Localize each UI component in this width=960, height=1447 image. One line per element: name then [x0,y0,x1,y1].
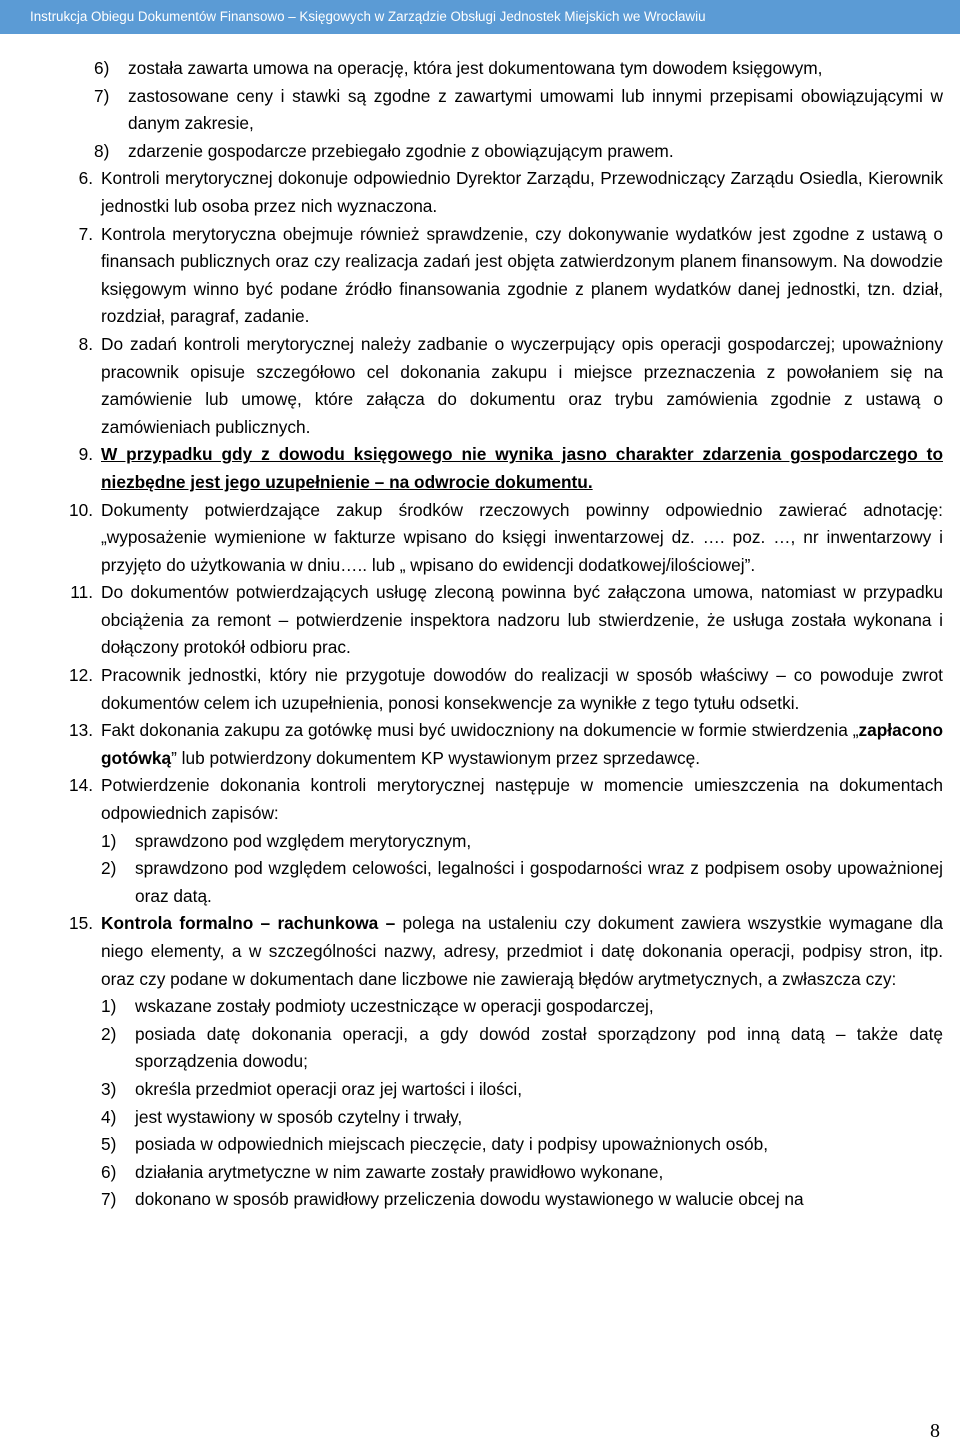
paragraph-text-bold: Kontrola formalno – rachunkowa – [101,913,396,934]
list-item [101,1021,943,1076]
paragraph-7 [50,221,943,331]
paragraph-number: 6. [78,168,93,189]
list-item-number: 6) [101,1161,117,1182]
list-item [101,1076,943,1104]
list-item [101,828,943,856]
list-item [101,1104,943,1132]
paragraph-body [93,910,943,1214]
list-item-text: zastosowane ceny i stawki są zgodne z zawartymi umowami lub innymi przepisami obowiązującymi w danym zakresie, [128,85,943,134]
paragraph-6 [50,165,943,220]
list-item [101,1159,943,1187]
paragraph-13 [50,717,943,772]
paragraph-text-after: polega na ustaleniu czy dokument zawiera wszystkie wymagane dla niego elementy, a w szczególności nazwy, adresy, przedmiot i datę dokonania operacji, podpisy stron, itp. oraz czy podane w dokumentach dane liczbowe nie zawierają błędów arytmetycznych, a zwłaszcza czy: [101,913,944,989]
paragraph-number: 15. [68,913,93,934]
list-item-number: 8) [94,140,110,161]
list-item [101,1131,943,1159]
paragraph-number: 12. [68,665,93,686]
list-item-text: dokonano w sposób prawidłowy przeliczenia dowodu wystawionego w walucie obcej na [135,1189,804,1210]
paragraph-text-wrapper [93,717,943,772]
paragraph-number: 11. [70,582,93,603]
list-item [50,138,943,166]
paragraph-text: Potwierdzenie dokonania kontroli merytorycznej następuje w momencie umieszczenia na dokumentach odpowiednich zapisów: [101,775,943,824]
paragraph-body [93,772,943,910]
paragraph-number: 10. [68,499,93,520]
paragraph-number: 14. [68,775,93,796]
paragraph-14 [50,772,943,910]
list-item [101,993,943,1021]
paragraph-number: 8. [78,333,93,354]
paragraph-9 [50,441,943,496]
paragraph-text: Kontroli merytorycznej dokonuje odpowiednio Dyrektor Zarządu, Przewodniczący Zarządu Osiedla, Kierownik jednostki lub osoba przez nich wyznaczona. [101,168,943,216]
list-item-text: została zawarta umowa na operację, która jest dokumentowana tym dowodem księgowym, [128,58,823,78]
paragraph-text: Do zadań kontroli merytorycznej należy zadbanie o wyczerpujący opis operacji gospodarczej; upoważniony pracownik opisuje szczegółowo cel dokonania zakupu i miejsce przeznaczenia z powołaniem się na zamówienie lub umowę, które załącza do dokumentu oraz trybu zamówienia zgodnie z ustawą o zamówieniach publicznych. [101,333,943,437]
document-body [50,55,943,1214]
paragraph-text-bold-underlined: W przypadku gdy z dowodu księgowego nie wynika jasno charakter zdarzenia gospodarczego to niezbędne jest jego uzupełnienie – na odwrocie dokumentu. [101,444,943,492]
list-item-number: 4) [101,1106,117,1127]
list-item-number: 1) [101,830,117,851]
paragraph-15 [50,910,943,1214]
list-item-number: 6) [94,58,110,78]
paragraph-text: Do dokumentów potwierdzających usługę zleconą powinna być załączona umowa, natomiast w przypadku obciążenia za remont – potwierdzenie inspektora nadzoru lub stwierdzenie, że usługa została wykonana i dołączony protokół odbioru prac. [101,582,943,658]
list-item-number: 7) [101,1189,117,1210]
paragraph-text: Dokumenty potwierdzające zakup środków rzeczowych powinny odpowiednio zawierać adnotację: „wyposażenie wymienione w fakturze wpisano do księgi inwentarzowej dz. …. poz. …, nr inwentarzowy i przyjęto do użytkowania w dniu….. lub „ wpisano do ewidencji dodatkowej/ilościowej”. [101,499,943,575]
header-title: Instrukcja Obiegu Dokumentów Finansowo – Księgowych w Zarządzie Obsługi Jednostek Miejskich we Wrocławiu [30,9,706,24]
list-item-text: zdarzenie gospodarcze przebiegało zgodnie z obowiązującym prawem. [128,140,674,161]
paragraph-11 [50,579,943,662]
paragraph-text-bold: zapłacono gotówką [101,720,943,768]
list-item-text: sprawdzono pod względem merytorycznym, [135,830,472,851]
list-item [50,83,943,138]
paragraph-10 [50,497,943,580]
paragraph-text-wrapper [93,441,943,496]
list-item-text: jest wystawiony w sposób czytelny i trwały, [135,1106,463,1127]
paragraph-text-wrapper [101,910,943,993]
document-header [0,0,960,34]
list-item-number: 7) [94,85,110,106]
paragraph-number: 13. [68,720,93,741]
list-item-text: sprawdzono pod względem celowości, legalności i gospodarności wraz z podpisem osoby upoważnionej oraz datą. [135,858,943,906]
list-item [101,855,943,910]
list-item-text: posiada datę dokonania operacji, a gdy dowód został sporządzony pod inną datą – także datę sporządzenia dowodu; [135,1023,943,1072]
list-item-text: określa przedmiot operacji oraz jej wartości i ilości, [135,1078,523,1099]
page-number: 8 [930,1420,940,1442]
list-item-number: 1) [101,996,117,1017]
list-item-number: 2) [101,1023,117,1044]
list-item-text: działania arytmetyczne w nim zawarte zostały prawidłowo wykonane, [135,1161,664,1182]
paragraph-text: Kontrola merytoryczna obejmuje również sprawdzenie, czy dokonywanie wydatków jest zgodne z ustawą o finansach publicznych oraz czy realizacja zadań jest objęta zatwierdzonym planem finansowym. Na dowodzie księgowym winno być podane źródło finansowania zgodnie z planem wydatków danej jednostki, tzn. dział, rozdział, paragraf, zadanie. [101,223,943,327]
paragraph-text-before: Fakt dokonania zakupu za gotówkę musi być uwidoczniony na dokumencie w formie stwierdzenia „ [101,720,859,741]
list-item [101,1186,943,1214]
list-item-number: 2) [101,858,117,879]
list-item-number: 3) [101,1078,117,1099]
list-item [50,55,943,83]
paragraph-12 [50,662,943,717]
paragraph-text-after: ” lub potwierdzony dokumentem KP wystawionym przez sprzedawcę. [171,747,701,768]
list-item-number: 5) [101,1134,117,1155]
list-item-text: wskazane zostały podmioty uczestniczące w operacji gospodarczej, [135,996,654,1017]
paragraph-number: 7. [78,223,93,244]
list-item-text: posiada w odpowiednich miejscach pieczęcie, daty i podpisy upoważnionych osób, [135,1134,769,1155]
paragraph-number: 9. [78,444,93,465]
paragraph-text: Pracownik jednostki, który nie przygotuje dowodów do realizacji w sposób właściwy – co powoduje zwrot dokumentów celem ich uzupełnienia, ponosi konsekwencje za wynikłe z tego tytułu odsetki. [101,665,943,713]
paragraph-8 [50,331,943,441]
